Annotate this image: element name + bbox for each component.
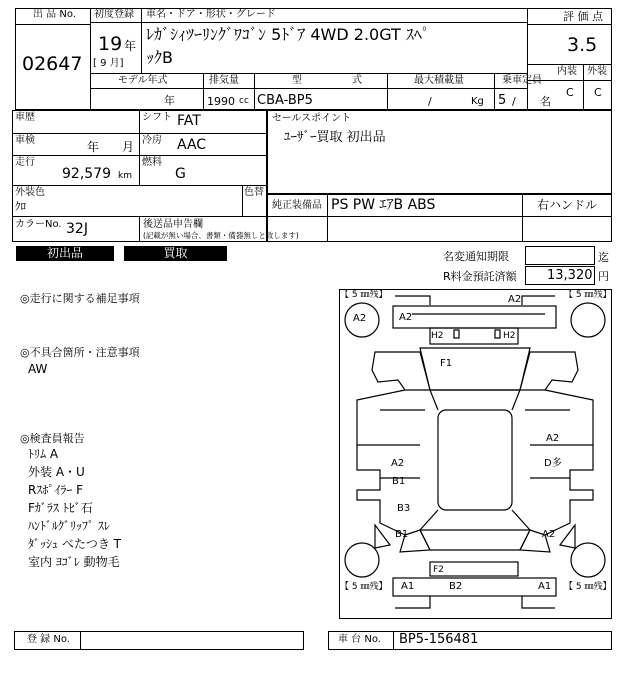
mark-h2-left: H2 — [431, 331, 444, 341]
report-line: 室内 ﾖｺﾞﾚ 動物毛 — [28, 555, 120, 569]
first-listing-badge: 初出品 — [16, 246, 114, 261]
car-name-label: 車名・ドア・形状・グレード — [146, 9, 276, 20]
car-name-line2: ｯｸB — [146, 48, 173, 67]
report-line: ﾄﾘﾑ A — [28, 447, 59, 461]
defects-title: ◎不具合箇所・注意事項 — [20, 346, 140, 359]
mark-f2: F2 — [433, 565, 444, 575]
name-change-unit: 迄 — [598, 251, 609, 264]
capacity-slash: / — [512, 95, 516, 108]
model-year-label: モデル年式 — [118, 75, 168, 86]
recycle-unit: 円 — [598, 270, 609, 283]
type-label-2: 式 — [352, 75, 362, 86]
running-notes-title: ◎走行に関する補足事項 — [20, 292, 140, 305]
history-label: 車歴 — [15, 112, 35, 123]
tire-fr-remaining: 【 5 ㎜残】 — [564, 290, 612, 300]
displacement-label: 排気量 — [209, 75, 239, 86]
sales-point-label: セールスポイント — [272, 113, 352, 124]
shift-value: FAT — [177, 113, 201, 129]
load-slash: / — [428, 95, 432, 108]
tire-rr-remaining: 【 5 ㎜残】 — [564, 582, 612, 592]
reg-year: 19 — [98, 33, 123, 55]
mark-h2-right: H2 — [503, 331, 516, 341]
sales-point-text: ﾕｰｻﾞｰ買取 初出品 — [284, 130, 386, 145]
report-line: Fｶﾞﾗｽ ﾄﾋﾞ石 — [28, 501, 93, 515]
exterior-label: 外装 — [587, 66, 607, 77]
mark-rear-b2: B2 — [449, 581, 463, 592]
lot-number: 02647 — [22, 53, 83, 75]
load-unit: Kg — [471, 96, 484, 107]
recycle-label: R料金預託済額 — [443, 270, 517, 283]
ext-color-label: 外装色 — [15, 187, 45, 198]
score-value: 3.5 — [567, 34, 598, 56]
color-no-label: カラーNo. — [15, 219, 62, 230]
inspection-month-unit: 月 — [122, 140, 135, 154]
reg-month: [ 9 月] — [93, 58, 124, 69]
mark-left-rear-b1: B1 — [395, 529, 409, 540]
aircon-label: 冷房 — [142, 135, 162, 146]
score-label: 評 価 点 — [563, 10, 603, 23]
mileage-value: 92,579 — [62, 166, 111, 182]
tire-rl-remaining: 【 5 ㎜残】 — [340, 582, 388, 592]
chassis-label: 車 台 No. — [338, 634, 381, 645]
model-code: CBA-BP5 — [257, 93, 313, 108]
name-change-label: 名変通知期限 — [443, 250, 509, 263]
car-outline — [340, 290, 611, 618]
inspection-label: 車検 — [15, 135, 35, 146]
inspector-report-title: ◎検査員報告 — [20, 432, 85, 445]
type-label: 型 — [292, 75, 302, 86]
inspection-year-unit: 年 — [87, 140, 100, 154]
registration-label: 登 録 No. — [27, 634, 70, 645]
mileage-label: 走行 — [15, 157, 35, 168]
fuel-label: 燃料 — [142, 157, 162, 168]
report-line: ﾊﾝﾄﾞﾙｸﾞﾘｯﾌﾟ ｽﾚ — [28, 519, 110, 533]
mileage-unit: km — [118, 171, 132, 181]
capacity-value: 5 — [498, 93, 507, 108]
mark-left-b1: B1 — [392, 476, 406, 487]
mark-top-a2: A2 — [508, 294, 522, 305]
defects-text: AW — [28, 362, 48, 376]
chassis-number: BP5-156481 — [399, 632, 479, 647]
car-diagram — [339, 289, 612, 619]
after-goods-note: (記載が無い場合、書類・備器無しと致します) — [143, 231, 299, 240]
load-label: 最大積載量 — [414, 75, 464, 86]
mark-rear-a1-right: A1 — [538, 581, 552, 592]
after-goods-label: 後送品申告欄 — [143, 219, 203, 230]
aircon-value: AAC — [177, 137, 207, 153]
mark-left-a2: A2 — [391, 458, 405, 469]
exterior-grade: C — [594, 86, 602, 99]
buyback-badge: 買取 — [124, 246, 227, 261]
mark-f1: F1 — [440, 358, 453, 369]
mark-wheel-a2: A2 — [353, 313, 367, 324]
mark-rear-a1-left: A1 — [401, 581, 415, 592]
interior-label: 内装 — [557, 66, 577, 77]
mark-left-b3: B3 — [397, 503, 411, 514]
report-line: 外装 A・U — [28, 465, 85, 479]
capacity-unit: 名 — [540, 95, 551, 108]
displacement-value: 1990 — [207, 95, 235, 108]
mark-right-a2: A2 — [546, 433, 560, 444]
tire-fl-remaining: 【 5 ㎜残】 — [340, 290, 388, 300]
equipment-value: PS PW ｴｱB ABS — [331, 197, 436, 213]
ext-color-value: ｸﾛ — [15, 200, 26, 213]
shift-label: シフト — [142, 112, 172, 123]
interior-grade: C — [566, 86, 574, 99]
model-year-unit: 年 — [164, 94, 175, 107]
car-name-line1: ﾚｶﾞｼｨﾂｰﾘﾝｸﾞﾜｺﾞﾝ 5ﾄﾞｱ 4WD 2.0GT ｽﾍﾟ — [146, 25, 430, 44]
mark-right-rear-a2: A2 — [542, 529, 556, 540]
mark-bumper-a2: A2 — [399, 312, 413, 323]
first-reg-label: 初度登録 — [94, 9, 134, 20]
handle-value: 右ハンドル — [537, 198, 598, 212]
equipment-label: 純正装備品 — [272, 200, 322, 211]
capacity-label: 乗車定員 — [502, 75, 542, 86]
mark-right-d: D多 — [544, 458, 562, 469]
color-no-value: 32J — [66, 221, 88, 237]
reg-year-unit: 年 — [124, 39, 137, 53]
fuel-value: G — [175, 166, 186, 182]
displacement-unit: cc — [239, 96, 249, 106]
report-line: Rｽﾎﾟｲﾗｰ F — [28, 483, 84, 497]
lot-label: 出 品 No. — [33, 9, 76, 20]
report-line: ﾀﾞｯｼｭ べたつき T — [28, 537, 121, 551]
name-change-box — [525, 246, 595, 265]
repaint-label: 色替 — [244, 187, 264, 198]
recycle-amount: 13,320 — [547, 268, 593, 283]
